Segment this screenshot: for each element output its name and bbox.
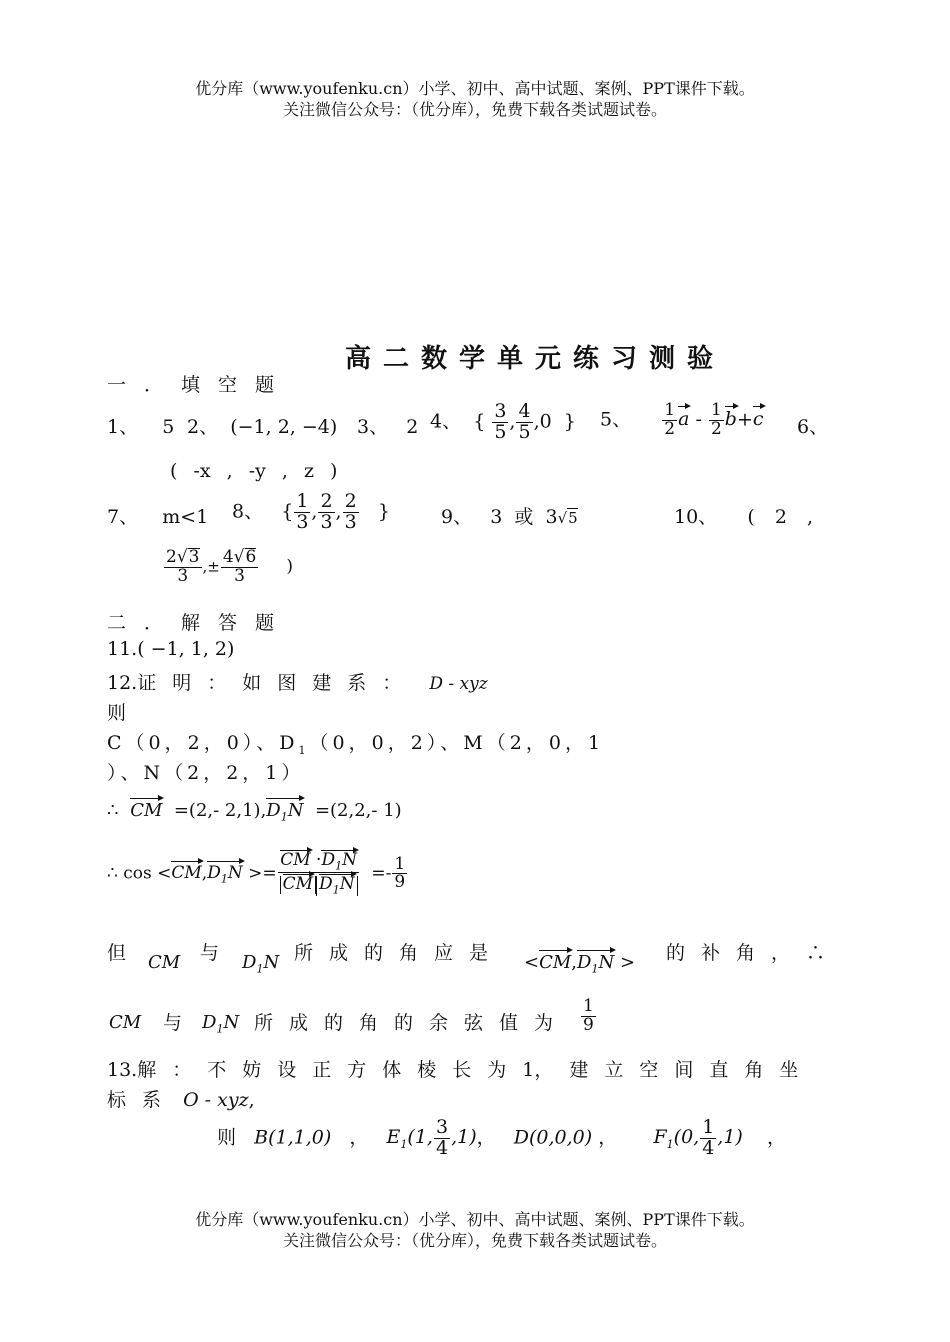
q10-label: 10、 <box>674 506 718 528</box>
cos-den-d1n: $D_1N$ <box>319 873 355 897</box>
q4-tail: ,0 <box>533 410 552 433</box>
q13-system: O - xyz <box>183 1089 249 1111</box>
q8-open-brace: { <box>281 500 294 523</box>
q4-fraction-1 <box>492 402 508 443</box>
q12-points-a: C（0，2，0）、D <box>107 732 299 754</box>
q13-points-line <box>217 1118 786 1159</box>
q10-frac2-coef: 4 <box>222 547 234 567</box>
cos-lt: < <box>157 863 172 884</box>
q8-frac2-num: 2 <box>320 490 333 512</box>
answer-q3 <box>357 412 418 439</box>
q12-and-text-2: 与 <box>163 1012 183 1034</box>
q13-label: 13. <box>107 1059 138 1081</box>
q13-then: 则 <box>217 1126 237 1149</box>
q8-frac3-num: 2 <box>344 490 357 512</box>
q4-open-brace: { <box>473 410 486 433</box>
vector-d1n-1: $D_1N$ <box>266 800 304 824</box>
q12-but-line <box>107 938 142 965</box>
section-fill-in-heading: 一．填空题 <box>107 374 293 396</box>
q12-label: 12. <box>107 672 138 694</box>
q5-frac2-num: 1 <box>710 400 722 420</box>
q7-value: m<1 <box>162 506 209 528</box>
vector-cm-2: CM <box>171 863 202 884</box>
sep-3: ， <box>598 1126 618 1149</box>
q12-cosine-formula: ∴ $\cos <CM,D_1N$ >= $\frac{CM \cdot D_1N}{CM D_1N}$ =- $\frac{1}{9}$ <box>107 850 406 897</box>
footer-line-2: 关注微信公众号：（优分库），免费下载各类试题试卷。 <box>282 1231 667 1250</box>
cos-num-d1n: $D_1N$ <box>321 850 357 873</box>
q13-line2-text: 标系 <box>107 1089 178 1111</box>
cos-num-dot: · <box>316 850 322 870</box>
q5-fraction-1 <box>662 402 677 439</box>
q12-points-line1 <box>107 728 604 757</box>
angle-lt: < <box>524 952 540 973</box>
answer-q4: 4、 { $\frac{3}{5}$ , $\frac{4}{5}$ ,0 } <box>430 400 576 443</box>
vector-cm-1: CM <box>130 800 163 821</box>
q10-plus-minus: ,± <box>202 557 220 576</box>
q5-frac1-num: 1 <box>664 400 676 420</box>
q8-fraction-2 <box>318 492 334 533</box>
q10-close: ) <box>286 556 294 577</box>
answer-q1 <box>107 412 174 439</box>
therefore-symbol-1: ∴ <box>107 800 119 821</box>
but-text: 但 <box>107 942 143 964</box>
answer-den: 9 <box>583 1014 594 1035</box>
answer-q13-intro <box>107 1055 814 1082</box>
q7-label: 7、 <box>107 506 139 528</box>
q12-then: 则 <box>107 702 127 724</box>
q9-value-b: 3 <box>545 506 558 528</box>
q10-fraction-1: $\frac{2√3}{3}$ <box>166 547 200 586</box>
q2-label: 2、 <box>187 416 219 438</box>
q8-frac1-num: 1 <box>296 490 309 512</box>
q10-open: ( 2 , <box>747 506 814 528</box>
footer-line-1: 优分库（www.youfenku.cn）小学、初中、高中试题、案例、PPT课件下载。 <box>195 1210 755 1229</box>
q5-minus: - <box>695 408 702 431</box>
angle-vec-cm: CM <box>539 952 572 973</box>
answer-q5 <box>600 402 764 439</box>
page-title: 高二数学单元练习测验 <box>345 344 726 374</box>
cos-label: cos <box>123 863 152 884</box>
point-d: D(0,0,0) <box>513 1126 593 1149</box>
answer-q12-intro <box>107 668 488 695</box>
angle-vec-d1n: $D_1N$ <box>577 952 615 976</box>
q12-points-b: （0，0，2）、M（2，0，1 <box>309 732 605 754</box>
q10-frac1-root: 3 <box>188 547 200 567</box>
section-solutions-heading: 二．解答题 <box>107 612 293 634</box>
q5-vector-b: b <box>724 408 737 431</box>
answer-num: 1 <box>583 996 594 1016</box>
cos-result-fraction <box>392 853 407 893</box>
q5-label: 5、 <box>600 408 632 431</box>
q5-vector-a: a <box>678 408 690 431</box>
angle-gt: > <box>619 952 636 973</box>
q8-close-brace: } <box>377 500 390 523</box>
cos-num-cm: CM <box>280 850 311 870</box>
point-b: B(1,1,0) <box>254 1126 332 1149</box>
cos-gt: > <box>248 863 263 884</box>
answer-q10-value <box>163 548 293 586</box>
q4-frac2-num: 4 <box>518 400 531 422</box>
q12-text: 证明：如图建系： <box>137 672 418 694</box>
q9-root: 5 <box>568 509 578 527</box>
q4-frac2-den: 5 <box>518 420 531 443</box>
q10-frac1-den: 3 <box>177 565 189 586</box>
answer-q9: 9、 3 或 3√5 <box>441 506 578 528</box>
answer-q8: 8、 { $\frac{1}{3}$ , $\frac{2}{3}$ , $\frac{2}{3}$ } <box>232 490 390 533</box>
q12-supplement-text: 的补角，∴ <box>666 942 842 964</box>
q8-fraction-1 <box>294 492 310 533</box>
answer-q13-line2 <box>107 1085 255 1112</box>
q12-angle-text: 所成的角应是 <box>294 942 505 964</box>
q1-value: 5 <box>162 416 175 438</box>
q12-d1n-text-2: $D_1N$ <box>202 1012 240 1036</box>
answer-q10-label <box>674 502 813 529</box>
q5-fraction-2 <box>709 402 724 439</box>
sep-2: ， <box>476 1126 496 1149</box>
q4-fraction-2 <box>516 402 532 443</box>
q10-frac1-coef: 2 <box>166 547 177 567</box>
q10-frac2-den: 3 <box>234 565 245 586</box>
cos-result-num: 1 <box>394 853 406 874</box>
q5-plus: + <box>736 408 753 431</box>
q8-frac2-den: 3 <box>320 510 333 533</box>
cos-den-cm: CM <box>282 873 314 894</box>
q10-fraction-2: $\frac{4√6}{3}$ <box>222 547 257 586</box>
q3-value: 2 <box>406 416 419 438</box>
sep-4: ， <box>767 1126 787 1149</box>
q2-value: (−1, 2, −4) <box>230 416 338 438</box>
therefore-symbol-2: ∴ <box>107 863 118 884</box>
answer-q2 <box>187 412 337 439</box>
header-line-1: 优分库（www.youfenku.cn）小学、初中、高中试题、案例、PPT课件下载。 <box>195 79 755 98</box>
q13-one: 1 <box>522 1059 535 1081</box>
q4-close-brace: } <box>563 410 576 433</box>
cos-result-den: 9 <box>394 872 406 893</box>
cos-fraction <box>278 852 360 896</box>
q9-or: 或 <box>514 506 534 528</box>
vector-cm-value: =(2,- 2,1), <box>173 800 267 821</box>
q12-system: D - xyz <box>429 674 488 694</box>
q12-points-line2: ）、N（2，2，1） <box>107 762 305 784</box>
q12-answer-fraction <box>580 998 597 1035</box>
q4-frac1-num: 3 <box>494 400 507 422</box>
q1-label: 1、 <box>107 416 139 438</box>
vector-d1n-value: =(2,2,- 1) <box>314 800 402 821</box>
q13-text2: ，建立空间直角坐 <box>534 1059 815 1081</box>
q4-label: 4、 <box>430 410 462 433</box>
q4-frac1-den: 5 <box>494 420 507 443</box>
q13-comma: , <box>248 1089 255 1111</box>
answer-q7 <box>107 502 208 529</box>
q12-cm-text-2: CM <box>109 1012 142 1033</box>
q8-frac1-den: 3 <box>296 510 309 533</box>
q5-frac2-den: 2 <box>710 418 722 439</box>
q12-cosine-value-text: 所成的角的余弦值为 <box>254 1012 570 1034</box>
sep-1: ， <box>349 1126 369 1149</box>
answer-q6-label: 6、 <box>797 416 829 438</box>
q8-label: 8、 <box>232 500 264 523</box>
q3-label: 3、 <box>357 416 389 438</box>
q5-frac1-den: 2 <box>664 418 676 439</box>
answer-q11: 11.( −1, 1, 2) <box>107 638 235 660</box>
q12-angle-vectors: $<CM,D_1N$ > <box>524 952 636 976</box>
answer-q6-value: ( -x , -y , z ) <box>170 460 338 482</box>
q8-frac3-den: 3 <box>344 510 357 533</box>
q9-label: 9、 <box>441 506 473 528</box>
header-line-2: 关注微信公众号：（优分库），免费下载各类试题试卷。 <box>282 100 667 119</box>
q12-and-text: 与 <box>200 942 220 964</box>
point-e1: $E_1(1$, $\frac{3}{4}$ ,1) <box>386 1116 477 1159</box>
q12-d1n-text: $D_1N$ <box>242 952 280 976</box>
q8-fraction-3 <box>343 492 359 533</box>
q13-text: 解：不妨设正方体棱长为 <box>137 1059 523 1081</box>
q12-vectors <box>107 800 402 824</box>
cos-eq: = <box>262 863 277 884</box>
q10-frac2-root: 6 <box>245 547 257 567</box>
point-f1: $F_1(0$, $\frac{1}{4}$ ,1) <box>653 1116 743 1159</box>
vector-d1n-2: $D_1N$ <box>207 863 243 886</box>
q9-value-a: 3 <box>490 506 503 528</box>
q12-cm-text: CM <box>148 952 181 973</box>
q12-points-sub: 1 <box>298 743 310 757</box>
q5-vector-c: c <box>752 408 764 431</box>
cos-result-sign: =- <box>371 863 392 884</box>
